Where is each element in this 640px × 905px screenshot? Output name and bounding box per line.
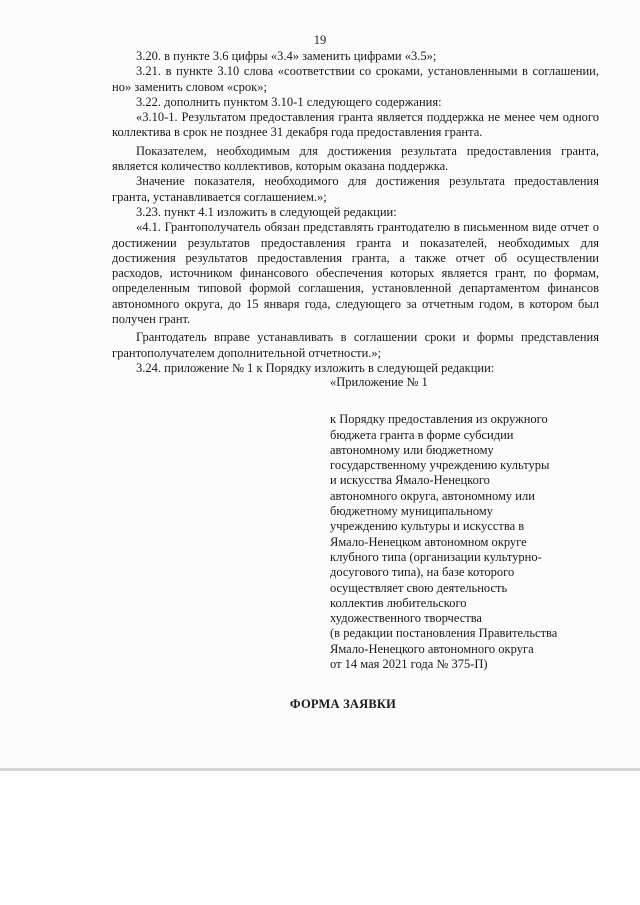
paragraph-3-22: 3.22. дополнить пунктом 3.10-1 следующего содержания: <box>136 94 442 109</box>
appendix-description: к Порядку предоставления из окружного бюджета гранта в форме субсидии автономному или бюджетному государственному учреждению культуры и искусства Ямало-Ненецкого автономного округа, автономному или бюджетному муниципальному учреждению культуры и искусства в Ямало-Ненецком автономном округе клубного типа (организации культурно- досугового типа), на базе которого осуществляет свою деятельность коллектив любительского художественного творчества (в редакции постановления Правительства Ямало-Ненецкого автономного округа от 14 мая 2021 года № 375-П) <box>330 412 558 672</box>
paragraph-3-24: 3.24. приложение № 1 к Порядку изложить в следующей редакции: <box>136 360 495 375</box>
document-body <box>112 49 599 376</box>
paragraph-3-20: 3.20. в пункте 3.6 цифры «3.4» заменить цифрами «3.5»; <box>136 49 437 63</box>
form-title: ФОРМА ЗАЯВКИ <box>289 697 397 711</box>
paragraph-indicator-value: Значение показателя, необходимого для достижения результата предоставления гранта, устанавливается соглашением.»; <box>112 174 599 204</box>
page-number: 19 <box>313 33 327 47</box>
paragraph-3-23: 3.23. пункт 4.1 изложить в следующей редакции: <box>136 204 397 219</box>
paragraph-grantor-rights: Грантодатель вправе устанавливать в соглашении сроки и формы представления грантополучателем дополнительной отчетности.»; <box>112 330 599 360</box>
paragraph-3-21: 3.21. в пункте 3.10 слова «соответствии со сроками, установленными в соглашении, но» заменить словом «срок»; <box>112 64 599 94</box>
paragraph-indicator: Показателем, необходимым для достижения результата предоставления гранта, является количество коллективов, которым оказана поддержка. <box>112 143 599 174</box>
appendix-header <box>330 375 610 672</box>
appendix-title: «Приложение № 1 <box>330 375 428 389</box>
paragraph-3-10-1: «3.10-1. Результатом предоставления гранта является поддержка не менее чем одного коллектива в срок не позднее 31 декабря года предоставления гранта. <box>112 110 599 140</box>
scan-edge-divider <box>0 768 640 771</box>
paragraph-4-1: «4.1. Грантополучатель обязан представлять грантодателю в письменном виде отчет о достижении результатов предоставления гранта и показателей, необходимых для достижения результатов предоставления гранта, а также отчет об осуществлении расходов, источником финансового обеспечения которых является грант, по формам, определенным типовой формой соглашения, установленной департаментом финансов автономного округа, до 15 января года, следующего за отчетным годом, в котором был получен грант. <box>112 220 599 327</box>
